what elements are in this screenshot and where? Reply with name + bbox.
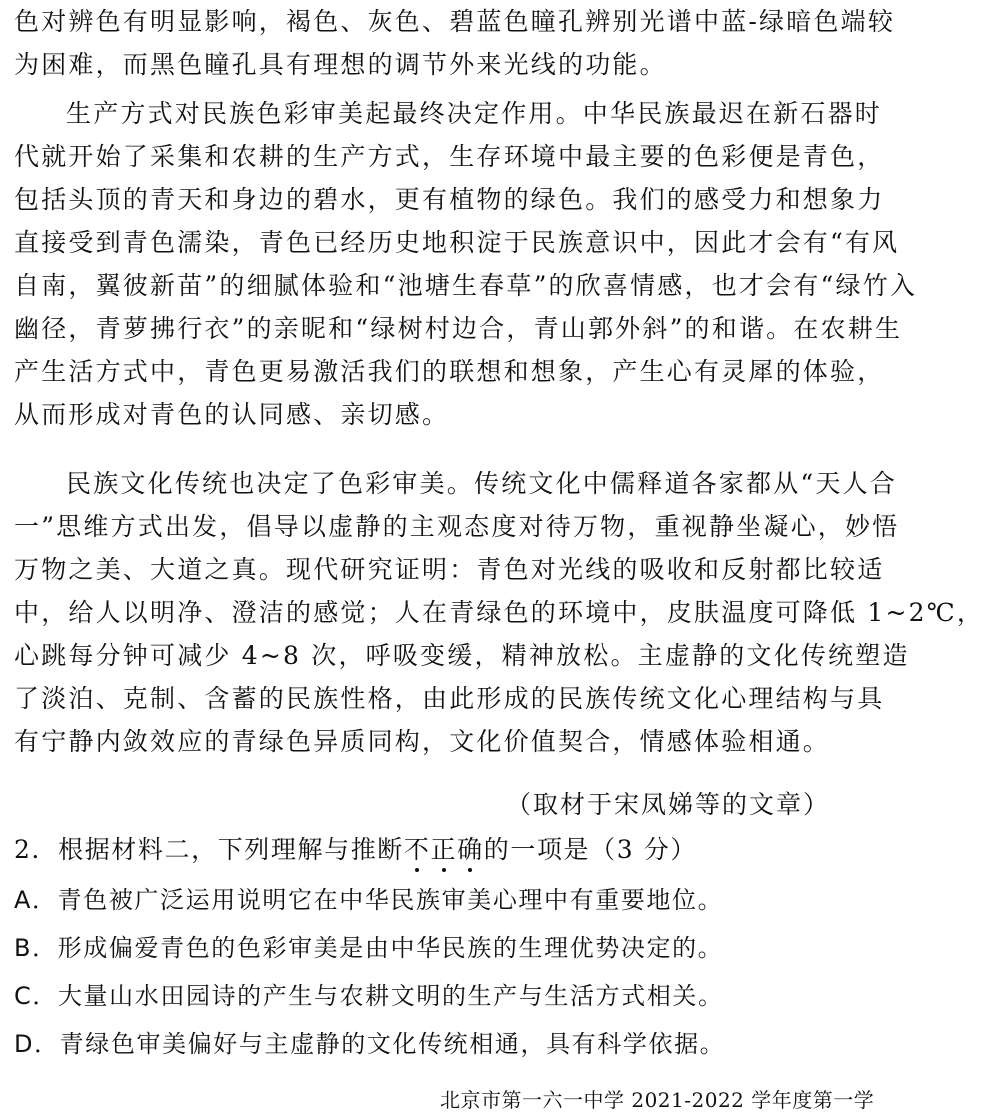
question-stem-before: 2．根据材料二，下列理解与推断 <box>14 835 404 864</box>
text-line: 一”思维方式出发，倡导以虚静的主观态度对待万物，重视静坐凝心，妙悟 <box>14 512 900 541</box>
text-line: 直接受到青色濡染，青色已经历史地积淀于民族意识中，因此才会有“有风 <box>14 228 900 257</box>
text-line: 生产方式对民族色彩审美起最终决定作用。中华民族最迟在新石器时 <box>66 99 883 128</box>
page-footer: 北京市第一六一中学 2021-2022 学年度第一学 <box>440 1088 875 1112</box>
question-stem <box>14 830 860 866</box>
source-citation: （取材于宋凤娣等的文章） <box>505 790 830 819</box>
emphasis-marked-text <box>404 830 484 866</box>
text-line: 有宁静内敛效应的青绿色异质同构，文化价值契合，情感体验相通。 <box>14 727 831 756</box>
text-line: 自南，翼彼新苗”的细腻体验和“池塘生春草”的欣喜情感，也才会有“绿竹入 <box>14 271 918 300</box>
text-line: 万物之美、大道之真。现代研究证明：青色对光线的吸收和反射都比较适 <box>14 555 885 584</box>
text-line: 幽径，青萝拂行衣”的亲昵和“绿树村边合，青山郭外斜”的和谐。在农耕生 <box>14 314 903 343</box>
text-line: 心跳每分钟可减少 4~8 次，呼吸变缓，精神放松。主虚静的文化传统塑造 <box>14 641 910 670</box>
emphasis-char: 不 <box>404 830 431 866</box>
option-d: D．青绿色审美偏好与主虚静的文化传统相通，具有科学依据。 <box>14 1030 726 1058</box>
text-line: 民族文化传统也决定了色彩审美。传统文化中儒释道各家都从“天人合 <box>66 469 897 498</box>
text-line: 从而形成对青色的认同感、亲切感。 <box>14 400 450 429</box>
text-line: 了淡泊、克制、含蓄的民族性格，由此形成的民族传统文化心理结构与具 <box>14 684 885 713</box>
text-line: 包括头顶的青天和身边的碧水，更有植物的绿色。我们的感受力和想象力 <box>14 185 885 214</box>
paragraph-3 <box>14 462 984 763</box>
emphasis-char: 正 <box>431 830 458 866</box>
option-c: C．大量山水田园诗的产生与农耕文明的生产与生活方式相关。 <box>14 982 724 1010</box>
text-line: 为困难，而黑色瞳孔具有理想的调节外来光线的功能。 <box>14 50 667 79</box>
paragraph-1 <box>14 0 896 86</box>
emphasis-char: 确 <box>457 830 484 866</box>
option-b: B．形成偏爱青色的色彩审美是由中华民族的生理优势决定的。 <box>14 934 724 962</box>
text-line: 产生活方式中，青色更易激活我们的联想和想象，产生心有灵犀的体验， <box>14 357 885 386</box>
option-a: A．青色被广泛运用说明它在中华民族审美心理中有重要地位。 <box>14 886 724 914</box>
text-line: 代就开始了采集和农耕的生产方式，生存环境中最主要的色彩便是青色， <box>14 142 885 171</box>
question-stem-after: 的一项是（3 分） <box>483 835 698 864</box>
paragraph-2 <box>14 92 918 436</box>
text-line: 中，给人以明净、澄洁的感觉；人在青绿色的环境中，皮肤温度可降低 1~2℃， <box>14 598 984 627</box>
text-line: 色对辨色有明显影响，褐色、灰色、碧蓝色瞳孔辨别光谱中蓝-绿暗色端较 <box>14 7 896 36</box>
